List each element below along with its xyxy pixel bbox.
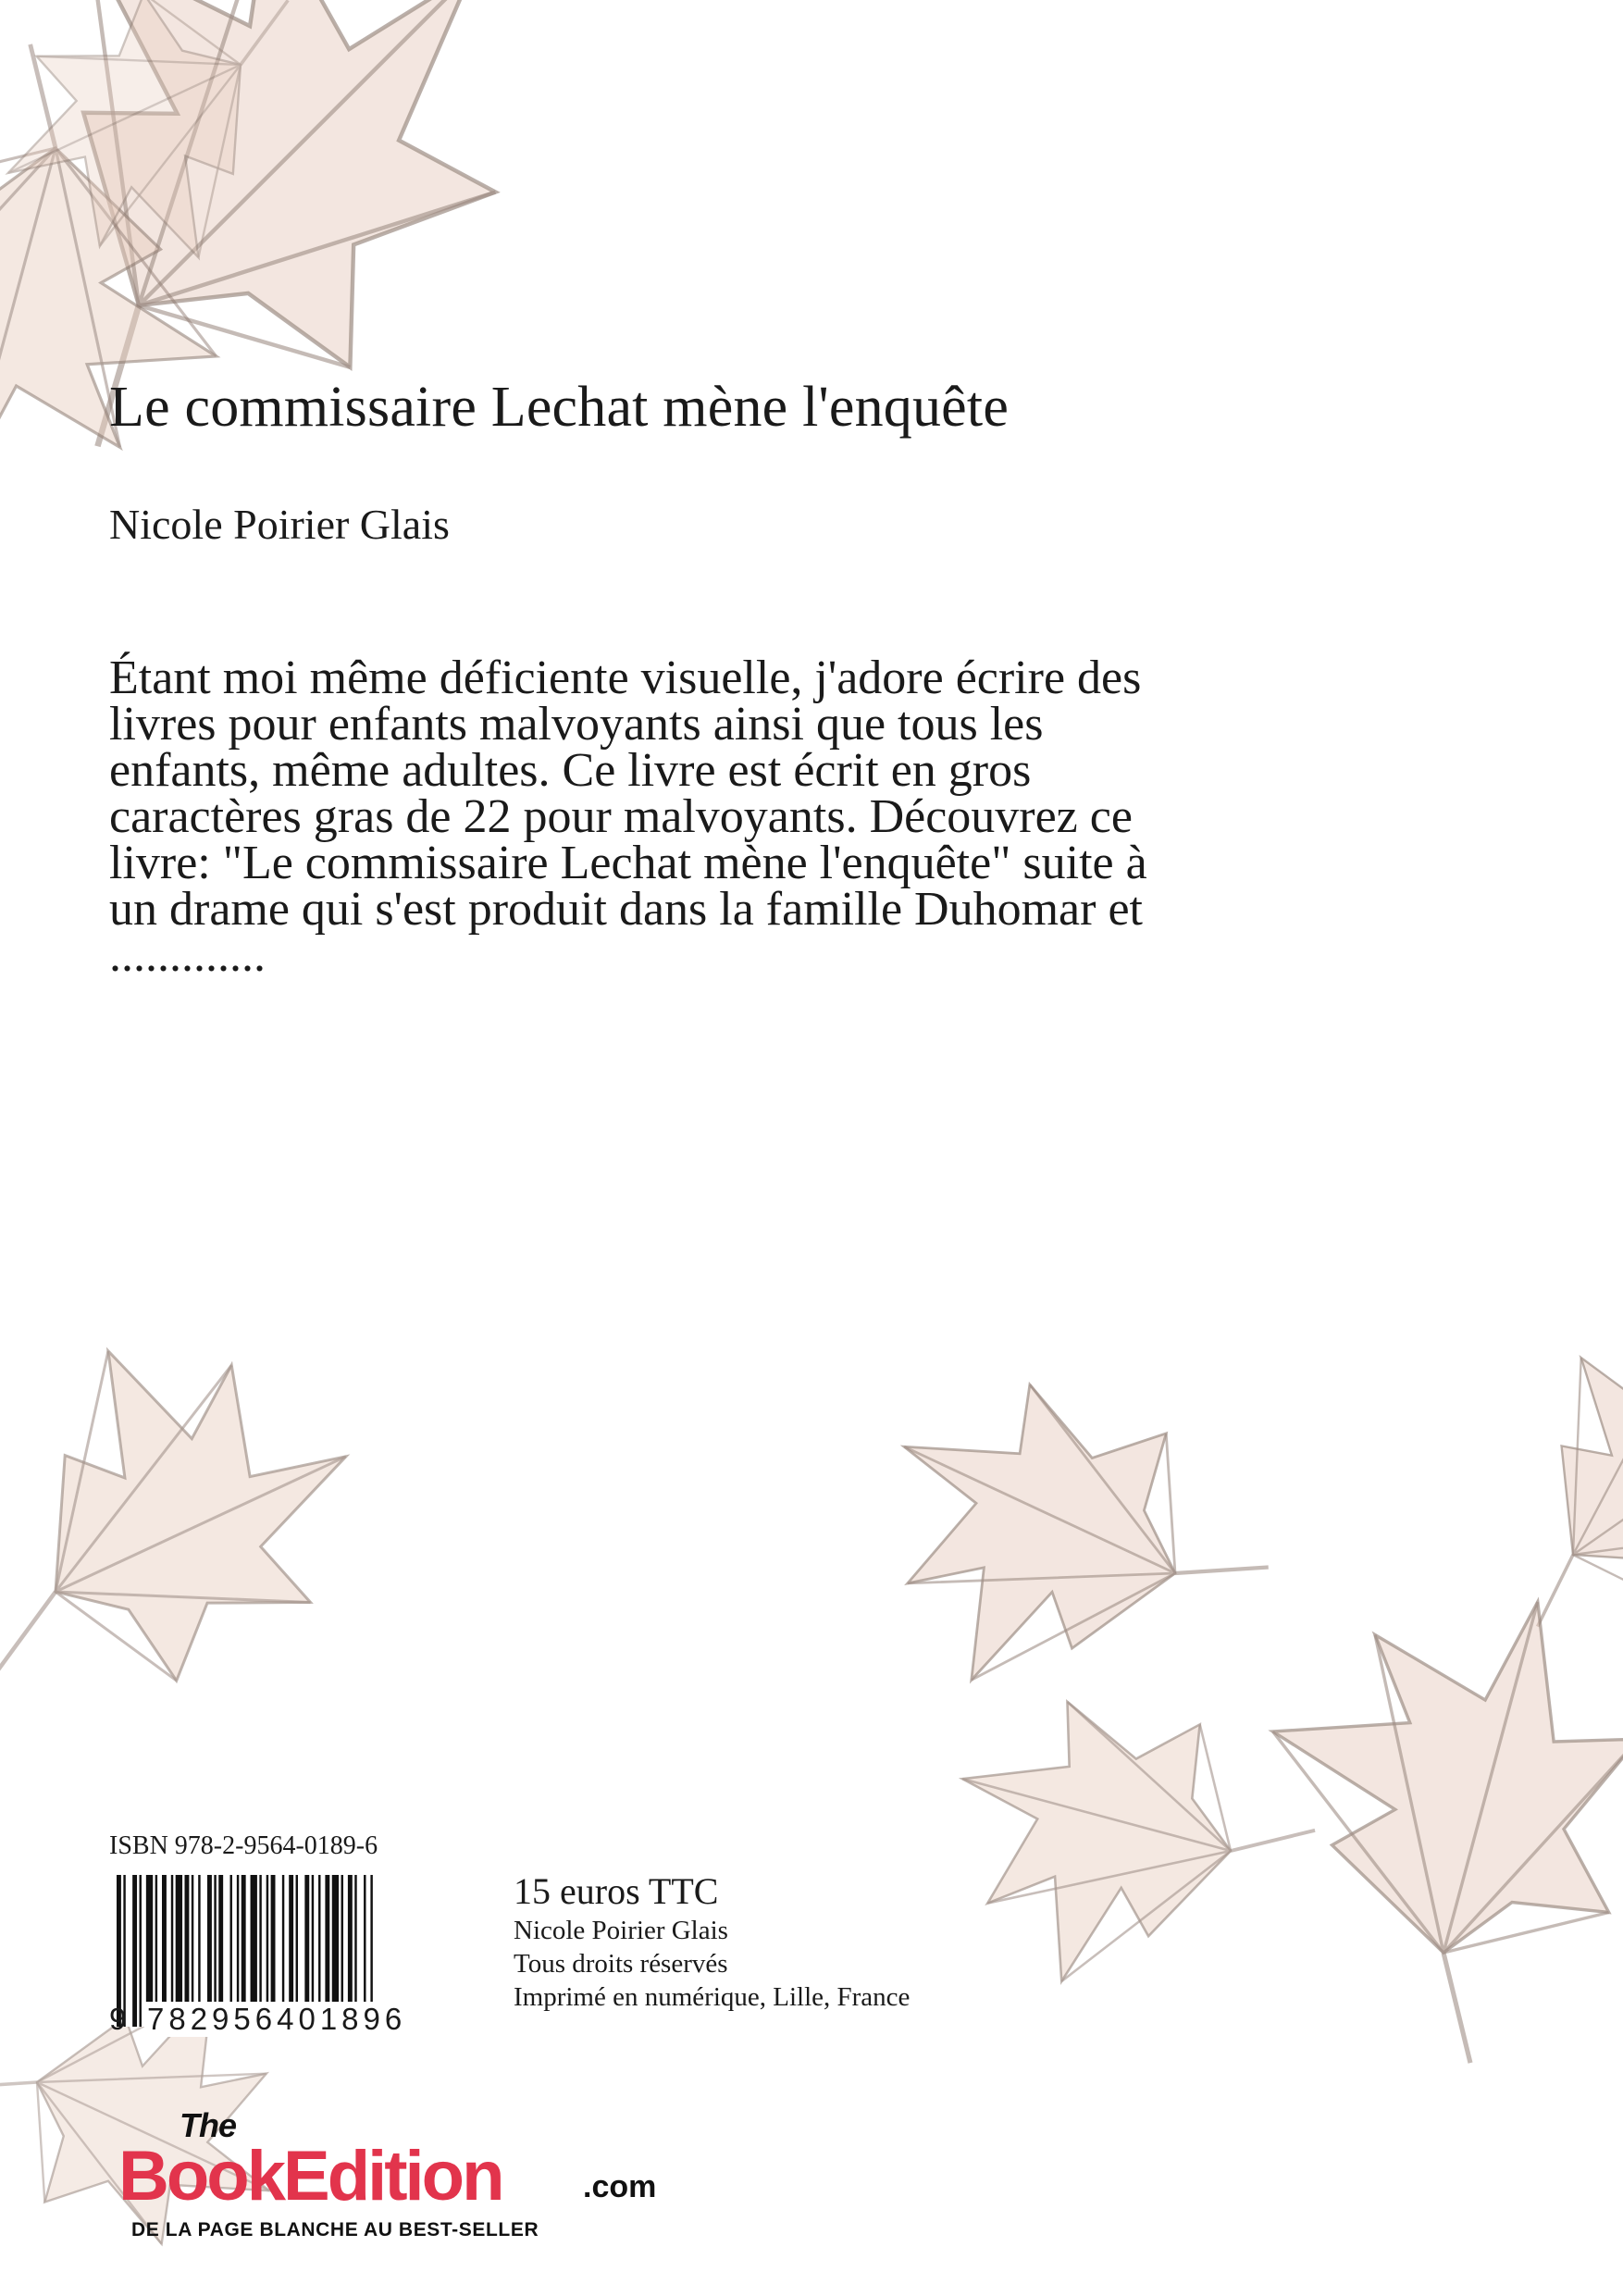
logo-tagline: DE LA PAGE BLANCHE AU BEST-SELLER [131, 2219, 539, 2240]
leaf-right-1 [820, 1323, 1301, 1781]
logo-domain: .com [583, 2169, 657, 2204]
book-title: Le commissaire Lechat mène l'enquête [109, 376, 1010, 439]
publication-info [514, 1869, 910, 2014]
isbn-label: ISBN 978-2-9564-0189-6 [109, 1831, 378, 1860]
leaf-left-middle [0, 1287, 398, 1738]
leaf-bottom-right [1189, 1532, 1623, 2090]
leaf-right-2 [1432, 1283, 1623, 1674]
logo-the: The [180, 2106, 237, 2144]
book-author: Nicole Poirier Glais [109, 501, 450, 548]
logo-name: BookEdition [118, 2137, 502, 2215]
info-author: Nicole Poirier Glais [514, 1916, 728, 1945]
barcode-first-digit: 9 [109, 2002, 131, 2036]
leaf-bottom-middle [909, 1655, 1335, 2045]
book-blurb: Étant moi même déficiente visuelle, j'adore écrire des livres pour enfants malvoyants ainsi que tous les enfants, même adultes. Ce livre est écrit en gros caractères gras de 22 pour malvoyants. Découvrez ce livre: "Le commissaire Lechat mène l'enquête" suite à un drame qui s'est produit dans la famille Duhomar et ............. [109, 652, 1147, 982]
bookedition-logo[interactable] [109, 2101, 664, 2240]
barcode-digits [109, 2002, 455, 2037]
price: 15 euros TTC [514, 1870, 719, 1912]
printing-info: Imprimé en numérique, Lille, France [514, 1982, 911, 2012]
barcode-number: 782956401896 [144, 2002, 409, 2037]
rights-notice: Tous droits réservés [514, 1949, 728, 1979]
